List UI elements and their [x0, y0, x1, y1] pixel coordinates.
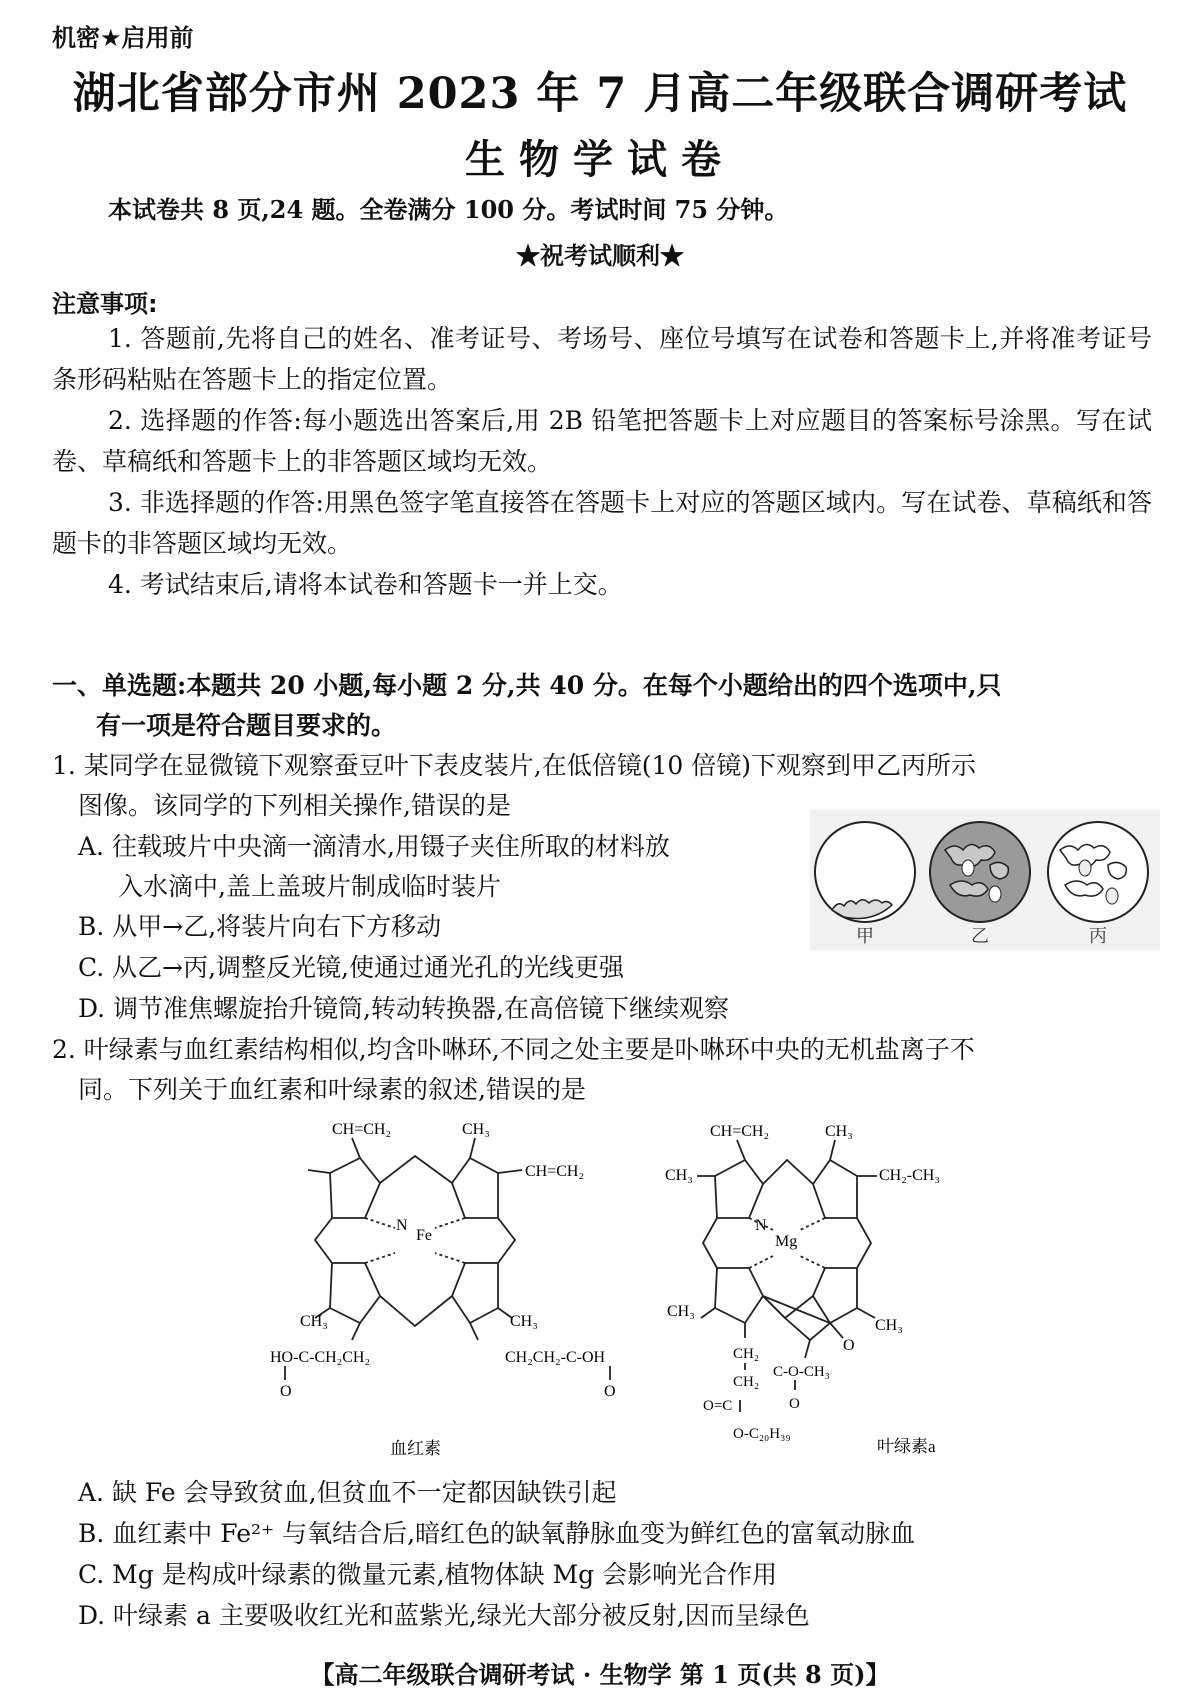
- chl-phytyl: O-C₂₀H₃₉: [733, 1426, 791, 1442]
- q2-option-b: B. 血红素中 Fe²⁺ 与氧结合后,暗红色的缺氧静脉血变为鲜红色的富氧动脉血: [78, 1519, 916, 1548]
- chl-left-group: CH₃: [665, 1167, 693, 1184]
- chl-left-low-group: CH₃: [667, 1303, 695, 1320]
- heme-oxygen-right: O: [604, 1383, 616, 1400]
- chl-ch2-a: CH₂: [733, 1346, 760, 1362]
- q1-stem-line2: 图像。该同学的下列相关操作,错误的是: [78, 791, 511, 820]
- q1-stem-line1: 1. 某同学在显微镜下观察蚕豆叶下表皮装片,在低倍镜(10 倍镜)下观察到甲乙丙所示: [52, 751, 977, 780]
- chlorophyll-structure: [665, 1118, 995, 1468]
- chl-caption: 叶绿素a: [877, 1437, 936, 1456]
- field-yi: [930, 822, 1030, 922]
- chl-n-label: N: [755, 1217, 767, 1234]
- exam-info: 本试卷共 8 页,24 题。全卷满分 100 分。考试时间 75 分钟。: [108, 195, 789, 224]
- heme-caption: 血红素: [390, 1439, 441, 1458]
- chl-right-low-group: CH₃: [875, 1317, 903, 1334]
- heme-n-label: N: [396, 1217, 408, 1234]
- q2-stem-line2: 同。下列关于血红素和叶绿素的叙述,错误的是: [78, 1075, 586, 1104]
- q2-stem-line1: 2. 叶绿素与血红素结构相似,均含卟啉环,不同之处主要是卟啉环中央的无机盐离子不: [52, 1035, 975, 1064]
- section-heading-line1: 一、单选题:本题共 20 小题,每小题 2 分,共 40 分。在每个小题给出的四个选项中,只: [52, 671, 1002, 700]
- q2-stem: [52, 1030, 1162, 1110]
- section-heading: [52, 666, 1154, 746]
- heme-structure: [270, 1118, 650, 1468]
- field-bing: [1048, 822, 1148, 922]
- notice-heading: 注意事项:: [52, 290, 158, 318]
- heme-acid-right: CH₂CH₂-C-OH: [505, 1349, 606, 1366]
- q2-option-d: D. 叶绿素 a 主要吸收红光和蓝紫光,绿光大部分被反射,因而呈绿色: [78, 1601, 810, 1630]
- q1-option-d: D. 调节准焦螺旋抬升镜筒,转动转换器,在高倍镜下继续观察: [78, 994, 729, 1023]
- heme-right-group: CH=CH₂: [525, 1163, 585, 1180]
- q1-option-c: C. 从乙→丙,调整反光镜,使通过通光孔的光线更强: [78, 953, 624, 982]
- notice-item-3: 3. 非选择题的作答:用黑色签字笔直接答在答题卡上对应的答题区域内。写在试卷、草稿纸和答题卡的非答题区域均无效。: [52, 488, 1152, 558]
- chl-top-left-group: CH=CH₂: [710, 1123, 770, 1140]
- chl-top-right-group: CH₃: [825, 1123, 853, 1140]
- microscope-figure: [810, 810, 1160, 950]
- q1-option-b: B. 从甲→乙,将装片向右下方移动: [78, 912, 442, 941]
- field-jia: [815, 822, 915, 922]
- chl-metal-label: Mg: [775, 1233, 798, 1250]
- chl-ester-oxygen: O: [789, 1396, 800, 1412]
- q1-option-a-line1: A. 往载玻片中央滴一滴清水,用镊子夹住所取的材料放: [78, 832, 670, 861]
- fig-label-yi: 乙: [971, 926, 989, 946]
- chl-methyl-ester: C-O-CH₃: [773, 1364, 830, 1380]
- exam-title: 湖北省部分市州 2023 年 7 月高二年级联合调研考试: [72, 69, 1128, 119]
- heme-top-right-group: CH₃: [462, 1121, 490, 1138]
- q2-option-a: A. 缺 Fe 会导致贫血,但贫血不一定都因缺铁引起: [78, 1478, 617, 1507]
- section-heading-line2: 有一项是符合题目要求的。: [96, 711, 397, 740]
- heme-right-low-group: CH₃: [510, 1313, 538, 1330]
- q1-option-a-line2: 入水滴中,盖上盖玻片制成临时装片: [118, 872, 501, 901]
- heme-top-left-group: CH=CH₂: [332, 1121, 392, 1138]
- heme-acid-left: HO-C-CH₂CH₂: [270, 1349, 371, 1366]
- good-luck-line: ★祝考试顺利★: [516, 241, 684, 270]
- notice-list: [52, 318, 1152, 605]
- heme-left-low-group: CH₃: [300, 1313, 328, 1330]
- fig-label-jia: 甲: [856, 926, 874, 946]
- chl-ring-oxygen: O: [843, 1337, 855, 1354]
- heme-metal-label: Fe: [416, 1227, 432, 1244]
- fig-label-bing: 丙: [1089, 926, 1107, 946]
- chl-carbonyl: O=C: [703, 1398, 733, 1414]
- chl-right-group: CH₂-CH₃: [879, 1167, 940, 1184]
- confidential-mark: 机密★启用前: [52, 24, 194, 52]
- page-footer: 【高二年级联合调研考试 · 生物学 第 1 页(共 8 页)】: [310, 1660, 890, 1689]
- notice-item-2: 2. 选择题的作答:每小题选出答案后,用 2B 铅笔把答题卡上对应题目的答案标号涂黑。写在试卷、草稿纸和答题卡上的非答题区域均无效。: [52, 406, 1152, 476]
- exam-subtitle: 生物学试卷: [465, 136, 735, 183]
- chl-ch2-b: CH₂: [733, 1374, 760, 1390]
- q2-option-c: C. Mg 是构成叶绿素的微量元素,植物体缺 Mg 会影响光合作用: [78, 1560, 778, 1589]
- notice-item-1: 1. 答题前,先将自己的姓名、准考证号、考场号、座位号填写在试卷和答题卡上,并将准考证号条形码粘贴在答题卡上的指定位置。: [52, 324, 1152, 394]
- notice-item-4: 4. 考试结束后,请将本试卷和答题卡一并上交。: [108, 570, 623, 599]
- heme-oxygen-left: O: [280, 1383, 292, 1400]
